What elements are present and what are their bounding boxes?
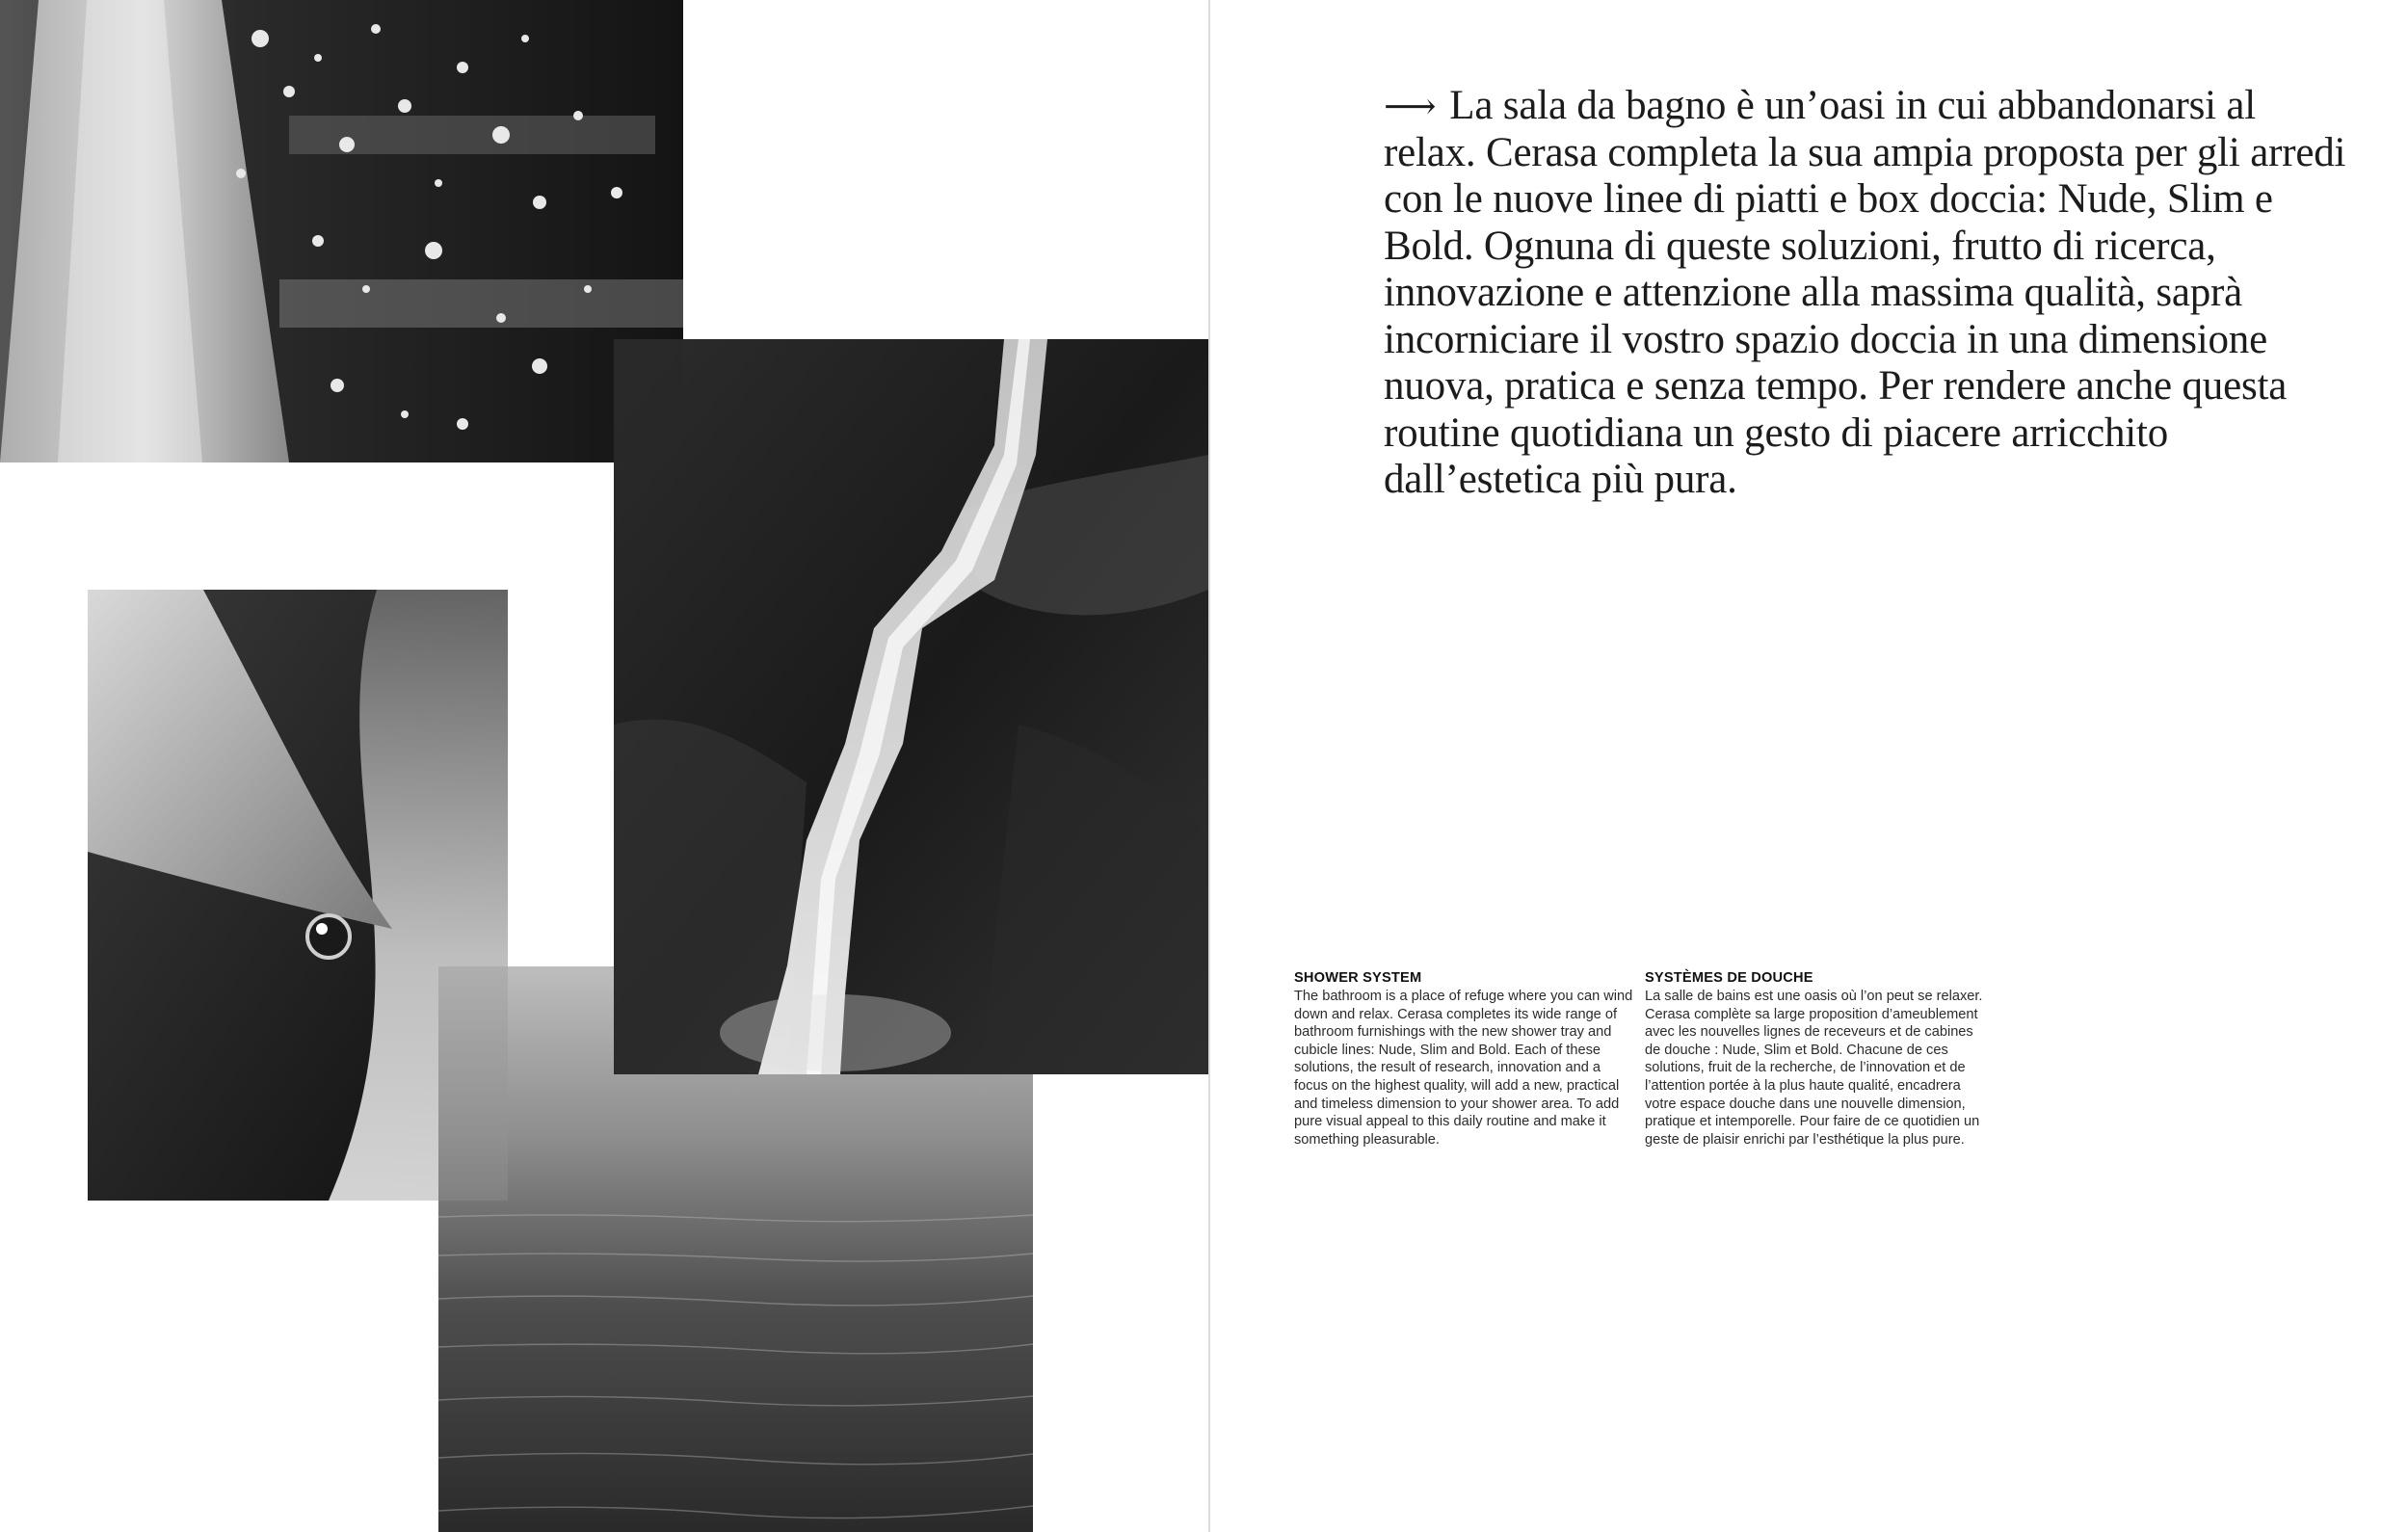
french-body: La salle de bains est une oasis où l’on peut se relaxer. Cerasa complète sa large proposition d’ameublement avec les nouvelles lignes de receveurs et de cabines de douche : Nude, Slim et Bold. Chacune de ces solutions, fruit de la recherche, de l’innovation et de l’attention portée à la plus haute qualité, encadrera votre espace douche dans une nouvelle dimension, pratique et intemporelle. Pour faire de ce quotidien un geste de plaisir enrichi par l’esthétique la plus pure. <box>1645 989 1983 1148</box>
water-splash-photo <box>0 0 683 462</box>
lead-paragraph <box>1384 83 2347 504</box>
arrow-icon: ⟶ <box>1384 85 1437 127</box>
english-body: The bathroom is a place of refuge where you can wind down and relax. Cerasa completes its wide range of bathroom furnishings with the new shower tray and cubicle lines: Nude, Slim and Bold. Each of these solutions, the result of research, innovation and a focus on the highest quality, will add a new, practical and timeless dimension to your shower area. To add pure visual appeal to this daily routine and make it something pleasurable. <box>1294 989 1633 1148</box>
french-heading: SYSTÈMES DE DOUCHE <box>1645 970 1813 986</box>
english-column <box>1294 969 1633 1149</box>
overlap-veil <box>438 966 508 1201</box>
french-column <box>1645 969 1984 1149</box>
page-gutter <box>1208 0 1210 1532</box>
waterfall-photo <box>614 339 1208 1074</box>
lead-text: La sala da bagno è un’oasi in cui abbandonarsi al relax. Cerasa completa la sua ampia proposta per gli arredi con le nuove linee di piatti e box doccia: Nude, Slim e Bold. Ognuna di queste soluzioni, frutto di ricerca, innovazione e attenzione alla massima qualità, saprà incorniciare il vostro spazio doccia in una dimensione nuova, pratica e senza tempo. Per rendere anche questa routine quotidiana un gesto di piacere arricchito dall’estetica più pura. <box>1384 83 2346 502</box>
overlap-veil <box>614 339 683 462</box>
english-heading: SHOWER SYSTEM <box>1294 970 1422 986</box>
